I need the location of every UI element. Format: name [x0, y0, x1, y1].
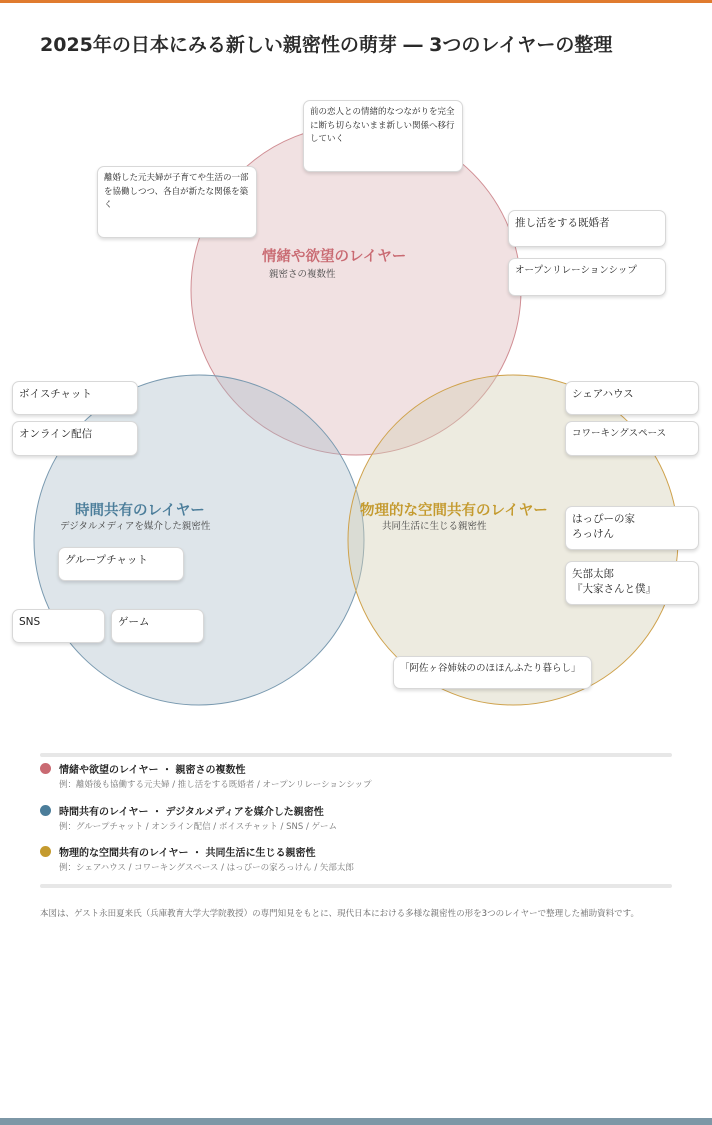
happy-no-ie-box: はっぴーの家 ろっけん — [565, 506, 699, 550]
oshikatsu-box: 推し活をする既婚者 — [508, 210, 666, 247]
space-layer-subtitle: 共同生活に生じる親密性 — [382, 521, 487, 532]
yabe-taro-box: 矢部太郎 『大家さんと僕』 — [565, 561, 699, 605]
asagaya-sisters-box: 「阿佐ヶ谷姉妹ののほほんふたり暮らし」 — [393, 656, 592, 689]
time-legend-dot — [40, 805, 51, 816]
legend-examples: 例：離婚後も協働する元夫婦 / 推し活をする既婚者 / オープンリレーションシップ — [59, 780, 372, 790]
ex-lover-box: 前の恋人との情緒的なつながりを完全に断ち切らないまま新しい関係へ移行していく — [303, 100, 463, 172]
sns-box: SNS — [12, 609, 105, 643]
emotion-layer-title: 情緒や欲望のレイヤー — [262, 249, 407, 265]
legend-divider-top — [40, 753, 672, 757]
legend-title: 情緒や欲望のレイヤー ・ 親密さの複数性 — [59, 765, 246, 776]
legend-examples: 例：シェアハウス / コワーキングスペース / はっぴーの家ろっけん / 矢部太郎 — [59, 863, 354, 873]
legend-title: 物理的な空間共有のレイヤー ・ 共同生活に生じる親密性 — [59, 848, 316, 859]
legend-divider-bottom — [40, 884, 672, 888]
emotion-layer-subtitle: 親密さの複数性 — [269, 269, 336, 280]
share-house-box: シェアハウス — [565, 381, 699, 415]
space-legend-dot — [40, 846, 51, 857]
time-layer-subtitle: デジタルメディアを媒介した親密性 — [60, 521, 211, 532]
open-relationship-box: オープンリレーションシップ — [508, 258, 666, 296]
online-stream-box: オンライン配信 — [12, 421, 138, 456]
coworking-box: コワーキングスペース — [565, 421, 699, 456]
footnote: 本図は、ゲスト永田夏来氏（兵庫教育大学大学院教授）の専門知見をもとに、現代日本における多様な親密性の形を3つのレイヤーで整理した補助資料です。 — [40, 909, 639, 919]
divorced-couple-box: 離婚した元夫婦が子育てや生活の一部を協働しつつ、各自が新たな関係を築く — [97, 166, 257, 238]
time-layer-title: 時間共有のレイヤー — [75, 503, 205, 519]
voice-chat-box: ボイスチャット — [12, 381, 138, 415]
bottom-accent-bar — [0, 1118, 712, 1125]
group-chat-box: グループチャット — [58, 547, 184, 581]
legend-examples: 例：グループチャット / オンライン配信 / ボイスチャット / SNS / ゲーム — [59, 822, 338, 832]
emotion-legend-dot — [40, 763, 51, 774]
legend-title: 時間共有のレイヤー ・ デジタルメディアを媒介した親密性 — [59, 807, 324, 818]
game-box: ゲーム — [111, 609, 204, 643]
page-title: 2025年の日本にみる新しい親密性の萌芽 ― 3つのレイヤーの整理 — [40, 34, 613, 56]
space-layer-title: 物理的な空間共有のレイヤー — [360, 503, 548, 519]
